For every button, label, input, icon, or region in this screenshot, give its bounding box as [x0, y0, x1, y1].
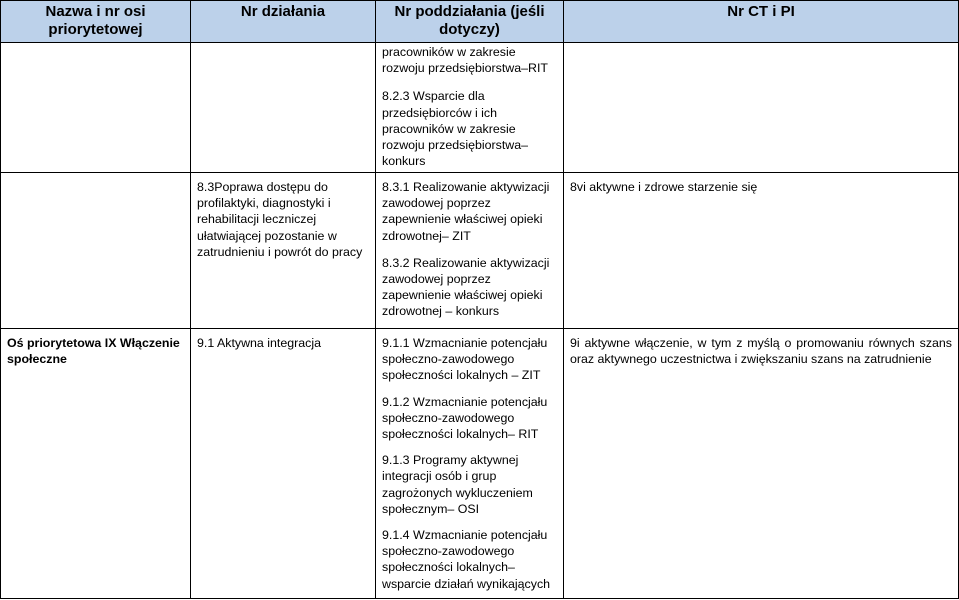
header-axis: Nazwa i nr osi priorytetowej	[1, 1, 191, 43]
subaction-item: 9.1.4 Wzmacnianie potencjału społeczno-zawodowego społeczności lokalnych– wsparcie działań wynikających	[382, 528, 551, 591]
header-subaction: Nr poddziałania (jeśli dotyczy)	[376, 1, 564, 43]
header-ct-pi: Nr CT i PI	[564, 1, 959, 43]
subaction-item: 8.3.1 Realizowanie aktywizacji zawodowej poprzez zapewnienie właściwej opieki zdrowotnej– ZIT	[382, 180, 550, 243]
cell-action: 8.3Poprawa dostępu do profilaktyki, diagnostyki i rehabilitacji leczniczej ułatwiającej pozostanie w zatrudnieniu i powrót do pracy	[191, 173, 376, 329]
table-row	[1, 329, 959, 599]
table-row	[1, 173, 959, 329]
cell-ct-pi	[564, 43, 959, 173]
subaction-item: 9.1.3 Programy aktywnej integracji osób i grup zagrożonych wykluczeniem społecznym– OSI	[382, 453, 533, 516]
subaction-item: 9.1.1 Wzmacnianie potencjału społeczno-zawodowego społeczności lokalnych – ZIT	[382, 336, 548, 383]
table-row	[1, 43, 959, 173]
cell-subaction	[376, 173, 564, 329]
cell-axis	[1, 43, 191, 173]
subaction-item: 8.2.3 Wsparcie dla przedsiębiorców i ich pracowników w zakresie rozwoju przedsiębiorstwa–konkurs	[382, 89, 529, 169]
cell-axis: Oś priorytetowa IX Włączenie społeczne	[1, 329, 191, 599]
cell-subaction	[376, 329, 564, 599]
cell-ct-pi: 9i aktywne włączenie, w tym z myślą o promowaniu równych szans oraz aktywnego uczestnictwa i zwiększaniu szans na zatrudnienie	[564, 329, 959, 599]
subaction-item: 9.1.2 Wzmacnianie potencjału społeczno-zawodowego społeczności lokalnych– RIT	[382, 394, 548, 442]
subaction-item: 8.3.2 Realizowanie aktywizacji zawodowej poprzez zapewnienie właściwej opieki zdrowotnej – konkurs	[382, 255, 550, 319]
header-row	[1, 1, 959, 43]
cell-action: 9.1 Aktywna integracja	[191, 329, 376, 599]
subaction-item: pracowników w zakresie rozwoju przedsiębiorstwa–RIT	[382, 45, 548, 76]
cell-subaction	[376, 43, 564, 173]
cell-axis	[1, 173, 191, 329]
cell-action	[191, 43, 376, 173]
cell-ct-pi: 8vi aktywne i zdrowe starzenie się	[564, 173, 959, 329]
header-action: Nr działania	[191, 1, 376, 43]
